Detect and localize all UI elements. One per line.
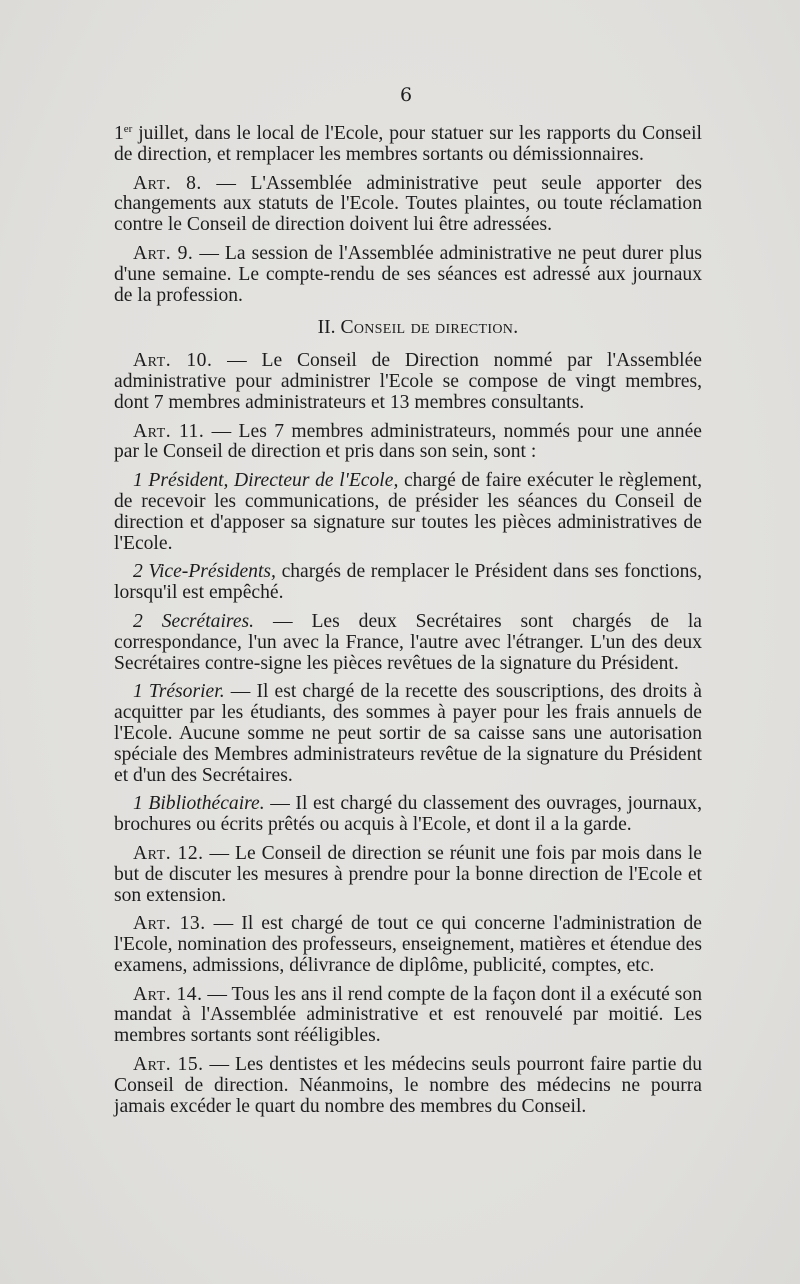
article-label: Art. 15. (133, 1054, 204, 1076)
date-ordinal: 1 (114, 123, 124, 144)
section-title: Conseil de direction. (340, 317, 519, 339)
article-label: Art. 11. (133, 420, 205, 442)
role-text: — Il est chargé de la recette des souscriptions, des droits à acquitter par les étudiants, des sommes à payer pour les frais annuels de l'Ecole. Aucune somme ne peut sortir de sa caisse sans une autorisation spéciale des Membres administrateurs revêtue de la signature du Président et d'un des Secrétaires. (114, 681, 702, 786)
role-text: — Il est chargé du classement des ouvrages, journaux, brochures ou écrits prêtés ou acquis à l'Ecole, et dont il a la garde. (114, 793, 702, 836)
article-label: Art. 9. (133, 242, 194, 264)
role-vice-presidents (114, 562, 702, 604)
role-title: Trésorier. (148, 681, 225, 703)
section-numeral: II. (317, 317, 341, 339)
role-count: 2 (133, 561, 149, 583)
role-count: 2 (133, 610, 162, 632)
article-label: Art. 8. (133, 172, 202, 194)
article-text: — Le Conseil de direction se réunit une fois par mois dans le but de discuter les mesures à prendre pour la bonne direction de l'Ecole et son extension. (114, 842, 702, 906)
article-15 (114, 1055, 702, 1117)
article-14 (114, 985, 702, 1047)
body-text (114, 124, 702, 1125)
article-9 (114, 244, 702, 306)
role-president (114, 471, 702, 554)
article-text: — Il est chargé de tout ce qui concerne l'administration de l'Ecole, nomination des professeurs, enseignement, matières et étendue des examens, admissions, délivrance de diplôme, publicité, comptes, etc. (114, 913, 702, 976)
section-heading (114, 318, 702, 339)
paragraph-text: juillet, dans le local de l'Ecole, pour statuer sur les rapports du Conseil de direction, et remplacer les membres sortants ou démissionnaires. (114, 123, 702, 165)
article-label: Art. 10. (133, 350, 213, 372)
article-label: Art. 14. (133, 983, 203, 1005)
article-text: — Les dentistes et les médecins seuls pourront faire partie du Conseil de direction. Néanmoins, le nombre des médecins ne pourra jamais excéder le quart du nombre des membres du Conseil. (114, 1054, 702, 1117)
article-11 (114, 422, 702, 464)
article-text: — Les 7 membres administrateurs, nommés pour une année par le Conseil de direction et pris dans son sein, sont : (114, 420, 702, 463)
role-text: — Les deux Secrétaires sont chargés de la correspondance, l'un avec la France, l'autre avec l'étranger. L'un des deux Secrétaires contre-signe les pièces revêtues de la signature du Président. (114, 610, 702, 674)
role-secretaires (114, 612, 702, 674)
article-text: — La session de l'Assemblée administrative ne peut durer plus d'une semaine. Le compte-rendu de ses séances est adressé aux journaux de la profession. (114, 242, 702, 306)
role-text: chargés de remplacer le Président dans ses fonctions, lorsqu'il est empêché. (114, 561, 702, 604)
article-13 (114, 914, 702, 976)
article-label: Art. 13. (133, 913, 206, 935)
ordinal-suffix: er (123, 123, 133, 135)
role-title: Vice-Présidents, (148, 561, 276, 583)
article-label: Art. 12. (133, 842, 204, 864)
article-10 (114, 351, 702, 413)
role-count: 1 (133, 793, 149, 815)
article-text: — Le Conseil de Direction nommé par l'Assemblée administrative pour administrer l'Ecole se compose de vingt membres, dont 7 membres administrateurs et 13 membres consultants. (114, 350, 702, 413)
role-tresorier (114, 682, 702, 786)
role-title: Bibliothécaire. (148, 793, 265, 815)
role-bibliothecaire (114, 794, 702, 836)
role-count: 1 (133, 470, 149, 492)
page-number: 6 (399, 84, 413, 106)
role-title: Président, Directeur de l'Ecole, (148, 470, 399, 492)
role-title: Secrétaires. (161, 610, 255, 632)
article-text: — Tous les ans il rend compte de la façon dont il a exécuté son mandat à l'Assemblée administrative et est renouvelé par moitié. Les membres sortants sont rééligibles. (114, 983, 702, 1047)
article-12 (114, 844, 702, 906)
article-8 (114, 174, 702, 236)
article-text: — L'Assemblée administrative peut seule apporter des changements aux statuts de l'Ecole. Toutes plaintes, ou toute réclamation contre le Conseil de direction doivent lui être adressées. (114, 172, 702, 236)
role-count: 1 (133, 681, 149, 703)
paragraph-continuation (114, 124, 702, 166)
role-text: chargé de faire exécuter le règlement, de recevoir les communications, de présider les séances du Conseil de direction et d'apposer sa signature sur toutes les pièces administratives de l'Ecole. (114, 470, 702, 554)
